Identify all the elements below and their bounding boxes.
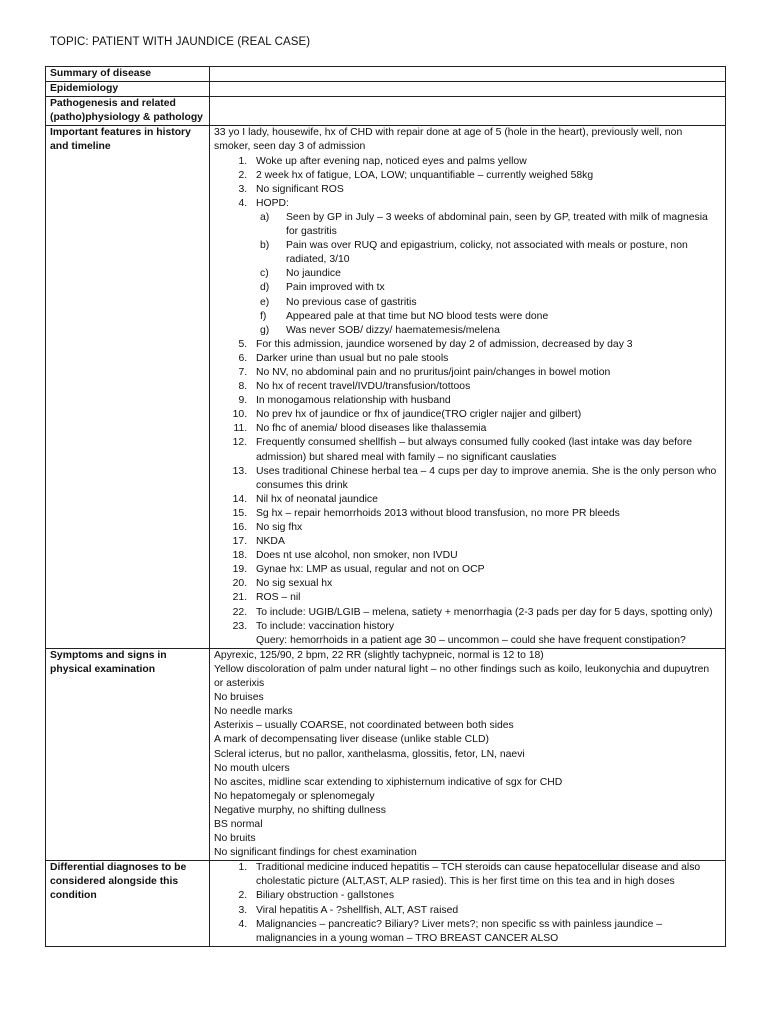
- list-item: 12. Frequently consumed shellfish – but always consumed fully cooked (last intake was day before admission) but shared meal with family – no significant causlaties: [250, 436, 721, 464]
- hopd-item: d) Pain improved with tx: [260, 282, 385, 294]
- exam-line: No bruits: [214, 833, 256, 845]
- page-title: TOPIC: PATIENT WITH JAUNDICE (REAL CASE): [50, 36, 311, 48]
- row-label-pathogenesis: Pathogenesis and related (patho)physiology & pathology: [46, 97, 210, 126]
- row-value-pathogenesis: [210, 97, 726, 126]
- list-item: 6. Darker urine than usual but no pale stools: [250, 352, 721, 366]
- exam-line: Negative murphy, no shifting dullness: [214, 804, 386, 816]
- list-item: 4. HOPD: a) Seen by GP in July – 3 weeks of abdominal pain, seen by GP, treated with milk of magnesia for gastritis b) Pain was over RUQ and epigastrium, colicky, not associated with meals or posture, non radiated, 3/10 c) No jaundice d) Pain improved with tx e) No previous case of gastritis f) Appeared pale at that time but NO blood tests were done g) Was never SOB/ dizzy/ haematemesis/melena: [250, 197, 721, 338]
- row-label-exam: Symptoms and signs in physical examination: [46, 648, 210, 860]
- row-value-epidemiology: [210, 82, 726, 97]
- list-item: 15. Sg hx – repair hemorrhoids 2013 without blood transfusion, no more PR bleeds: [250, 507, 721, 521]
- list-item: 4. Malignancies – pancreatic? Biliary? Liver mets?; non specific ss with painless jaundice – malignancies in a young woman – TRO BREAST CANCER ALSO: [250, 918, 721, 946]
- row-value-summary: [210, 67, 726, 82]
- exam-line: No hepatomegaly or splenomegaly: [214, 790, 375, 802]
- list-item: 13. Uses traditional Chinese herbal tea – 4 cups per day to improve anemia. She is the only person who consumes this drink: [250, 465, 721, 493]
- list-item: 9. In monogamous relationship with husband: [250, 394, 721, 408]
- ddx-list: [214, 861, 721, 946]
- hopd-item: b) Pain was over RUQ and epigastrium, colicky, not associated with meals or posture, non radiated, 3/10: [260, 240, 688, 266]
- exam-line: No ascites, midline scar extending to xiphisternum indicative of sgx for CHD: [214, 776, 563, 788]
- list-item: 16. No sig fhx: [250, 521, 721, 535]
- list-item: 10. No prev hx of jaundice or fhx of jaundice(TRO crigler najjer and gilbert): [250, 408, 721, 422]
- list-item: 3. No significant ROS: [250, 183, 721, 197]
- table-row-ddx: [46, 861, 726, 947]
- exam-line: Yellow discoloration of palm under natural light – no other findings such as koilo, leukonychia and dupuytren or asterixis: [214, 663, 710, 690]
- table-row-summary: [46, 67, 726, 82]
- row-value-history: [210, 126, 726, 648]
- exam-line: Scleral icterus, but no pallor, xanthelasma, glossitis, fetor, LN, naevi: [214, 748, 525, 760]
- hopd-item: c) No jaundice: [260, 268, 341, 280]
- list-item: 18. Does nt use alcohol, non smoker, non IVDU: [250, 549, 721, 563]
- exam-line: A mark of decompensating liver disease (unlike stable CLD): [214, 734, 489, 746]
- exam-line: Apyrexic, 125/90, 2 bpm, 22 RR (slightly tachypneic, normal is 12 to 18): [214, 649, 544, 661]
- list-item: 20. No sig sexual hx: [250, 577, 721, 591]
- list-item: 23. To include: vaccination history Query: hemorrhoids in a patient age 30 – uncommon – could she have frequent constipation?: [250, 620, 721, 648]
- row-value-ddx: [210, 861, 726, 947]
- row-label-epidemiology: Epidemiology: [46, 82, 210, 97]
- table-row-exam: [46, 648, 726, 860]
- exam-line: BS normal: [214, 818, 263, 830]
- history-query: Query: hemorrhoids in a patient age 30 – uncommon – could she have frequent constipation?: [256, 634, 686, 646]
- exam-line: No needle marks: [214, 706, 293, 718]
- list-item: 1. Woke up after evening nap, noticed eyes and palms yellow: [250, 155, 721, 169]
- row-label-summary: Summary of disease: [46, 67, 210, 82]
- table-row-pathogenesis: [46, 97, 726, 126]
- case-table: [45, 66, 726, 947]
- history-intro: 33 yo I lady, housewife, hx of CHD with repair done at age of 5 (hole in the heart), previously well, non smoker, seen day 3 of admission: [214, 127, 683, 153]
- exam-line: No significant findings for chest examination: [214, 847, 417, 859]
- list-item: 22. To include: UGIB/LGIB – melena, satiety + menorrhagia (2-3 pads per day for 5 days, spotting only): [250, 606, 721, 620]
- table-row-epidemiology: [46, 82, 726, 97]
- exam-line: Asterixis – usually COARSE, not coordinated between both sides: [214, 720, 514, 732]
- list-item: 2. 2 week hx of fatigue, LOA, LOW; unquantifiable – currently weighed 58kg: [250, 169, 721, 183]
- list-item: 7. No NV, no abdominal pain and no pruritus/joint pain/changes in bowel motion: [250, 366, 721, 380]
- list-item: 19. Gynae hx: LMP as usual, regular and not on OCP: [250, 563, 721, 577]
- hopd-item: g) Was never SOB/ dizzy/ haematemesis/melena: [260, 324, 500, 336]
- exam-line: No mouth ulcers: [214, 762, 290, 774]
- list-item: 1. Traditional medicine induced hepatitis – TCH steroids can cause hepatocellular disease and also cholestatic picture (ALT,AST, ALP rasied). This is her first time on this tea and in high doses: [250, 861, 721, 889]
- history-list: [214, 155, 721, 648]
- list-item: 3. Viral hepatitis A - ?shellfish, ALT, AST raised: [250, 904, 721, 918]
- hopd-item: a) Seen by GP in July – 3 weeks of abdominal pain, seen by GP, treated with milk of magnesia for gastritis: [260, 211, 708, 238]
- list-item: 14. Nil hx of neonatal jaundice: [250, 493, 721, 507]
- row-value-exam: [210, 648, 726, 860]
- hopd-item: e) No previous case of gastritis: [260, 296, 417, 308]
- list-item: 2. Biliary obstruction - gallstones: [250, 889, 721, 903]
- table-row-history: [46, 126, 726, 648]
- list-item: 5. For this admission, jaundice worsened by day 2 of admission, decreased by day 3: [250, 338, 721, 352]
- list-item: 21. ROS – nil: [250, 591, 721, 605]
- list-item: 17. NKDA: [250, 535, 721, 549]
- list-item: 11. No fhc of anemia/ blood diseases like thalassemia: [250, 422, 721, 436]
- hopd-item: f) Appeared pale at that time but NO blood tests were done: [260, 310, 549, 322]
- row-label-history: Important features in history and timeline: [46, 126, 210, 648]
- list-item: 8. No hx of recent travel/IVDU/transfusion/tottoos: [250, 380, 721, 394]
- hopd-list: [256, 211, 721, 338]
- row-label-ddx: Differential diagnoses to be considered alongside this condition: [46, 861, 210, 947]
- exam-line: No bruises: [214, 692, 264, 704]
